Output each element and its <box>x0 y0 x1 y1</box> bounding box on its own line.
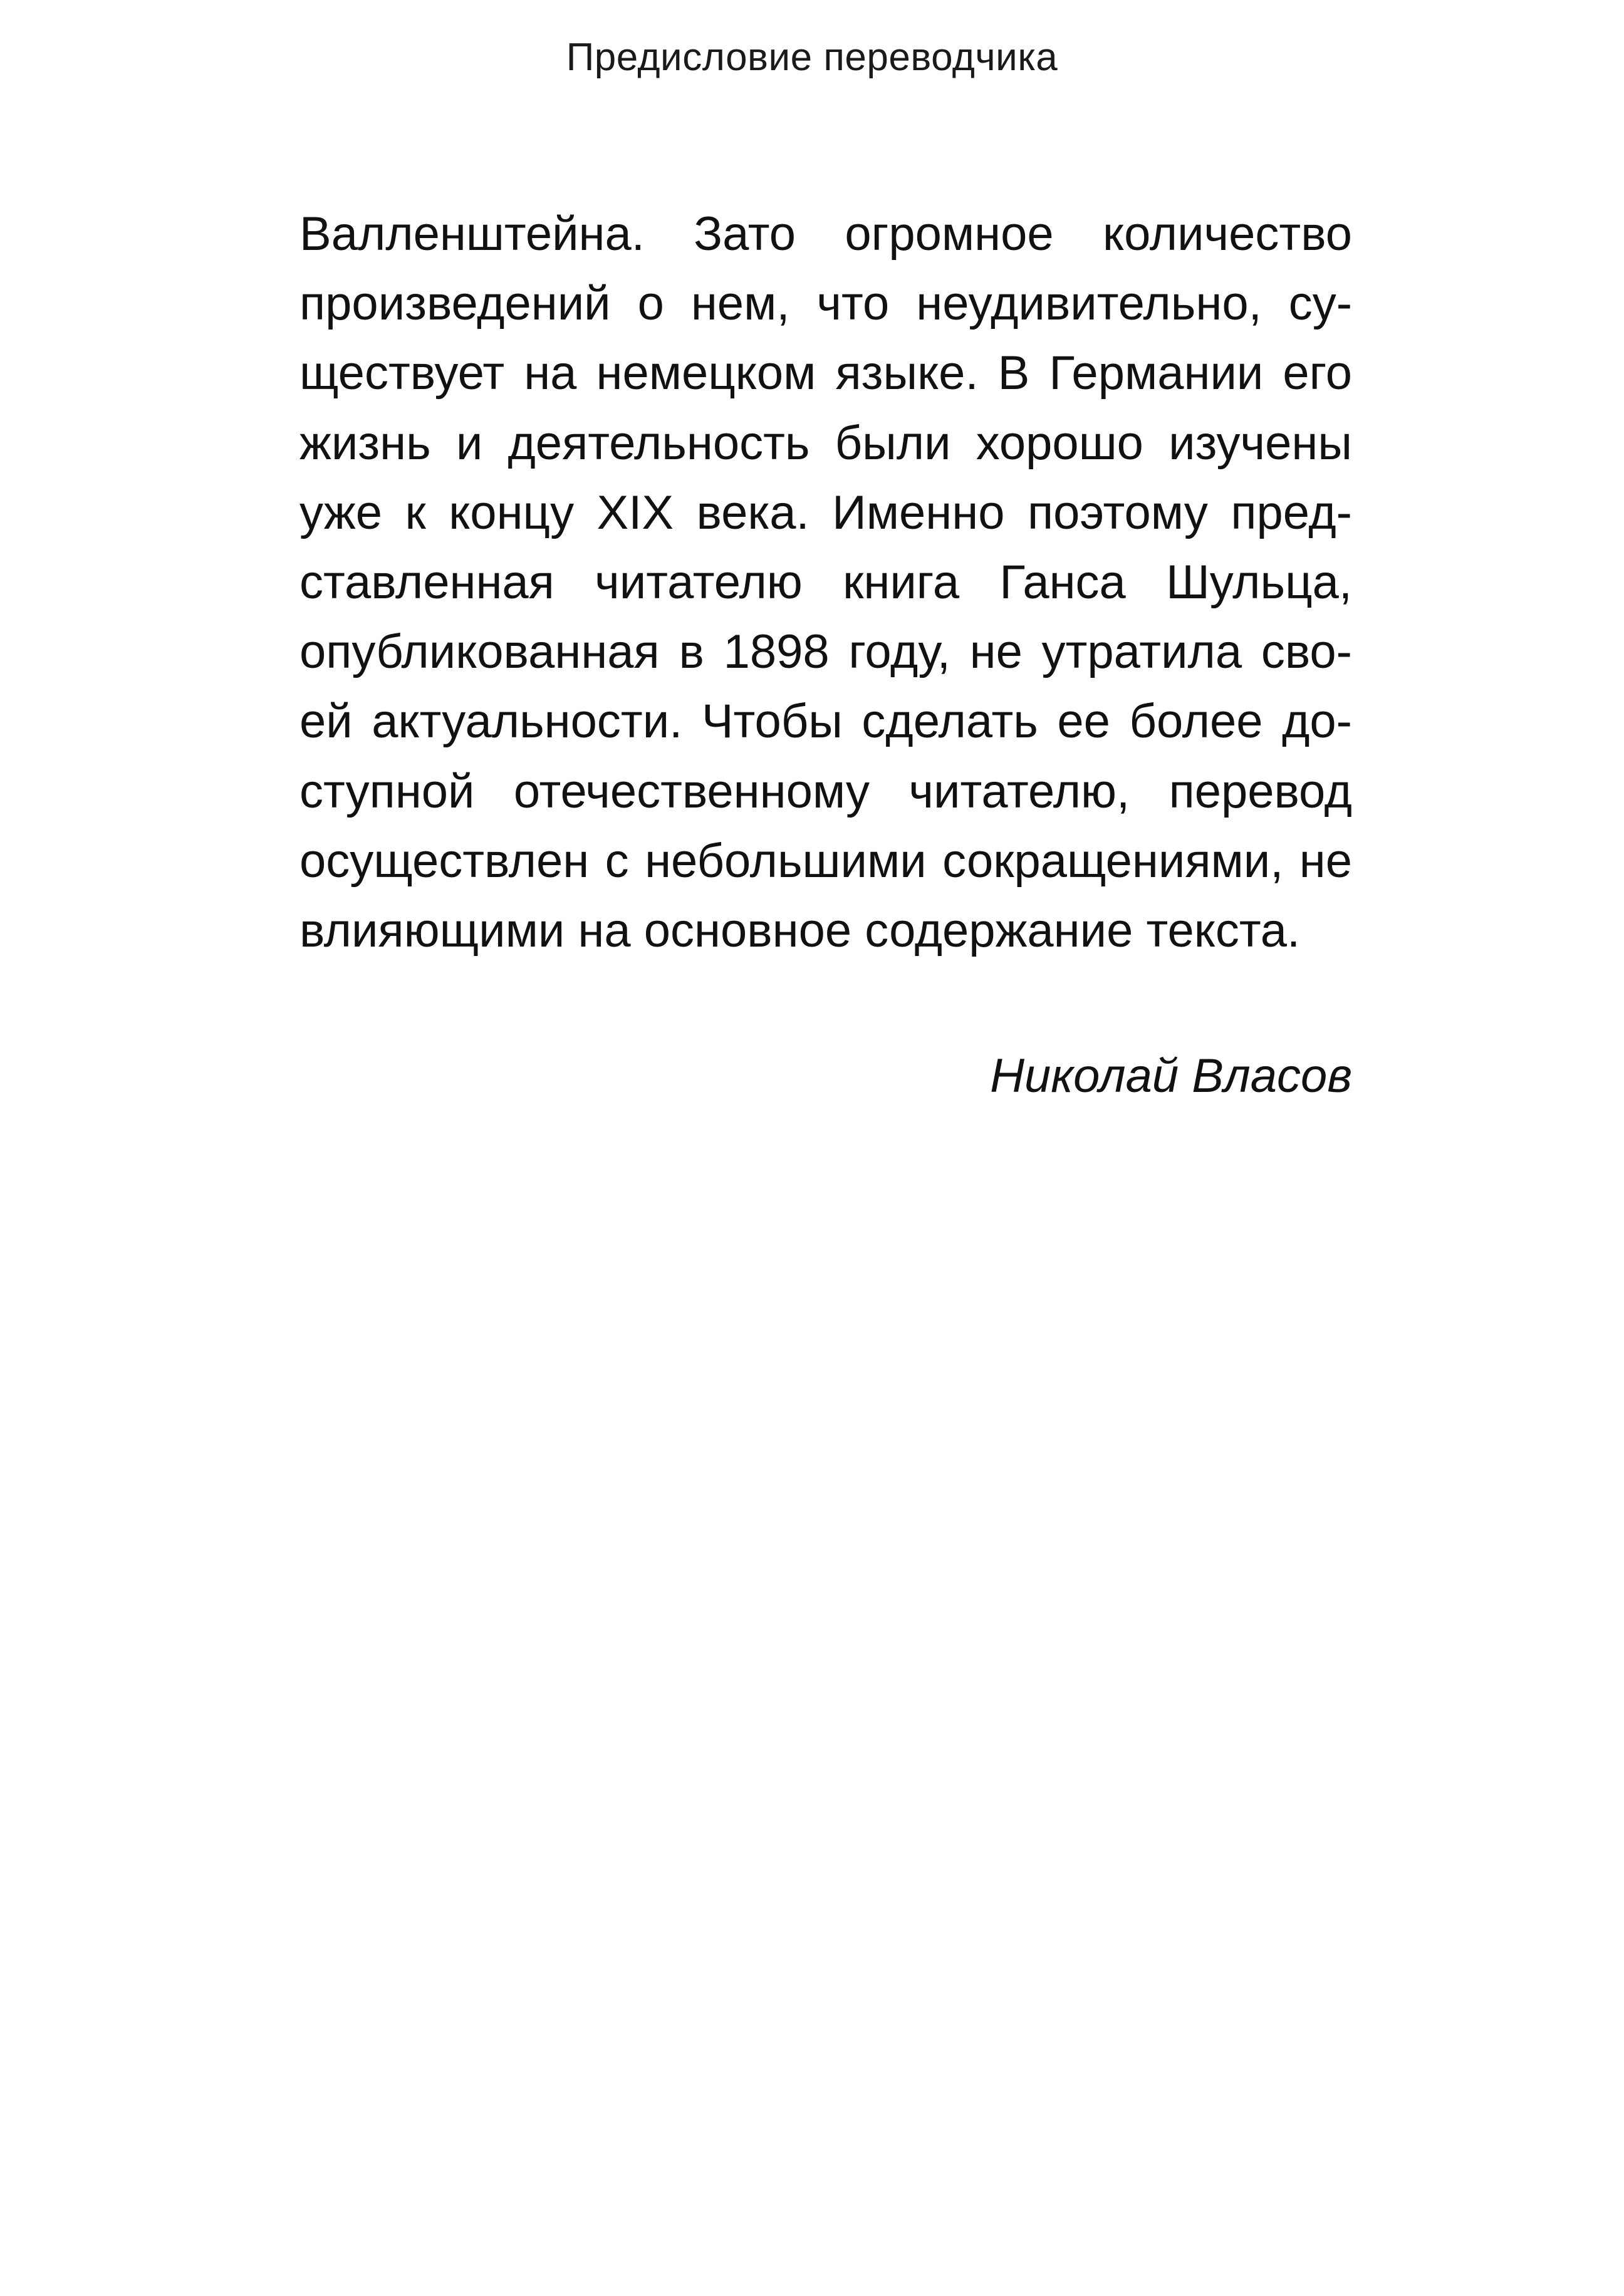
running-header: Предисловие переводчика <box>566 36 1058 79</box>
paragraph-line: ставленная читателю книга Ганса Шульца, <box>299 555 1352 609</box>
paragraph-line: Валленштейна. Зато огромное количество <box>299 207 1352 261</box>
paragraph-line-last: влияющими на основное содержание текста. <box>299 903 1301 957</box>
paragraph-line: осуществлен с небольшими сокращениями, не <box>299 834 1352 888</box>
paragraph-line: ступной отечественному читателю, перевод <box>299 764 1352 818</box>
author-signature: Николай Власов <box>990 1049 1352 1103</box>
paragraph-line: опубликованная в 1898 году, не утратила сво- <box>299 625 1352 679</box>
paragraph-line: произведений о нем, что неудивительно, су- <box>299 277 1352 331</box>
paragraph-line: жизнь и деятельность были хорошо изучены <box>299 416 1352 470</box>
body-paragraph <box>299 199 1352 965</box>
paragraph-line: уже к концу XIX века. Именно поэтому пред- <box>299 486 1352 539</box>
paragraph-line: ей актуальности. Чтобы сделать ее более до- <box>299 695 1352 749</box>
paragraph-line: ществует на немецком языке. В Германии его <box>299 346 1352 400</box>
